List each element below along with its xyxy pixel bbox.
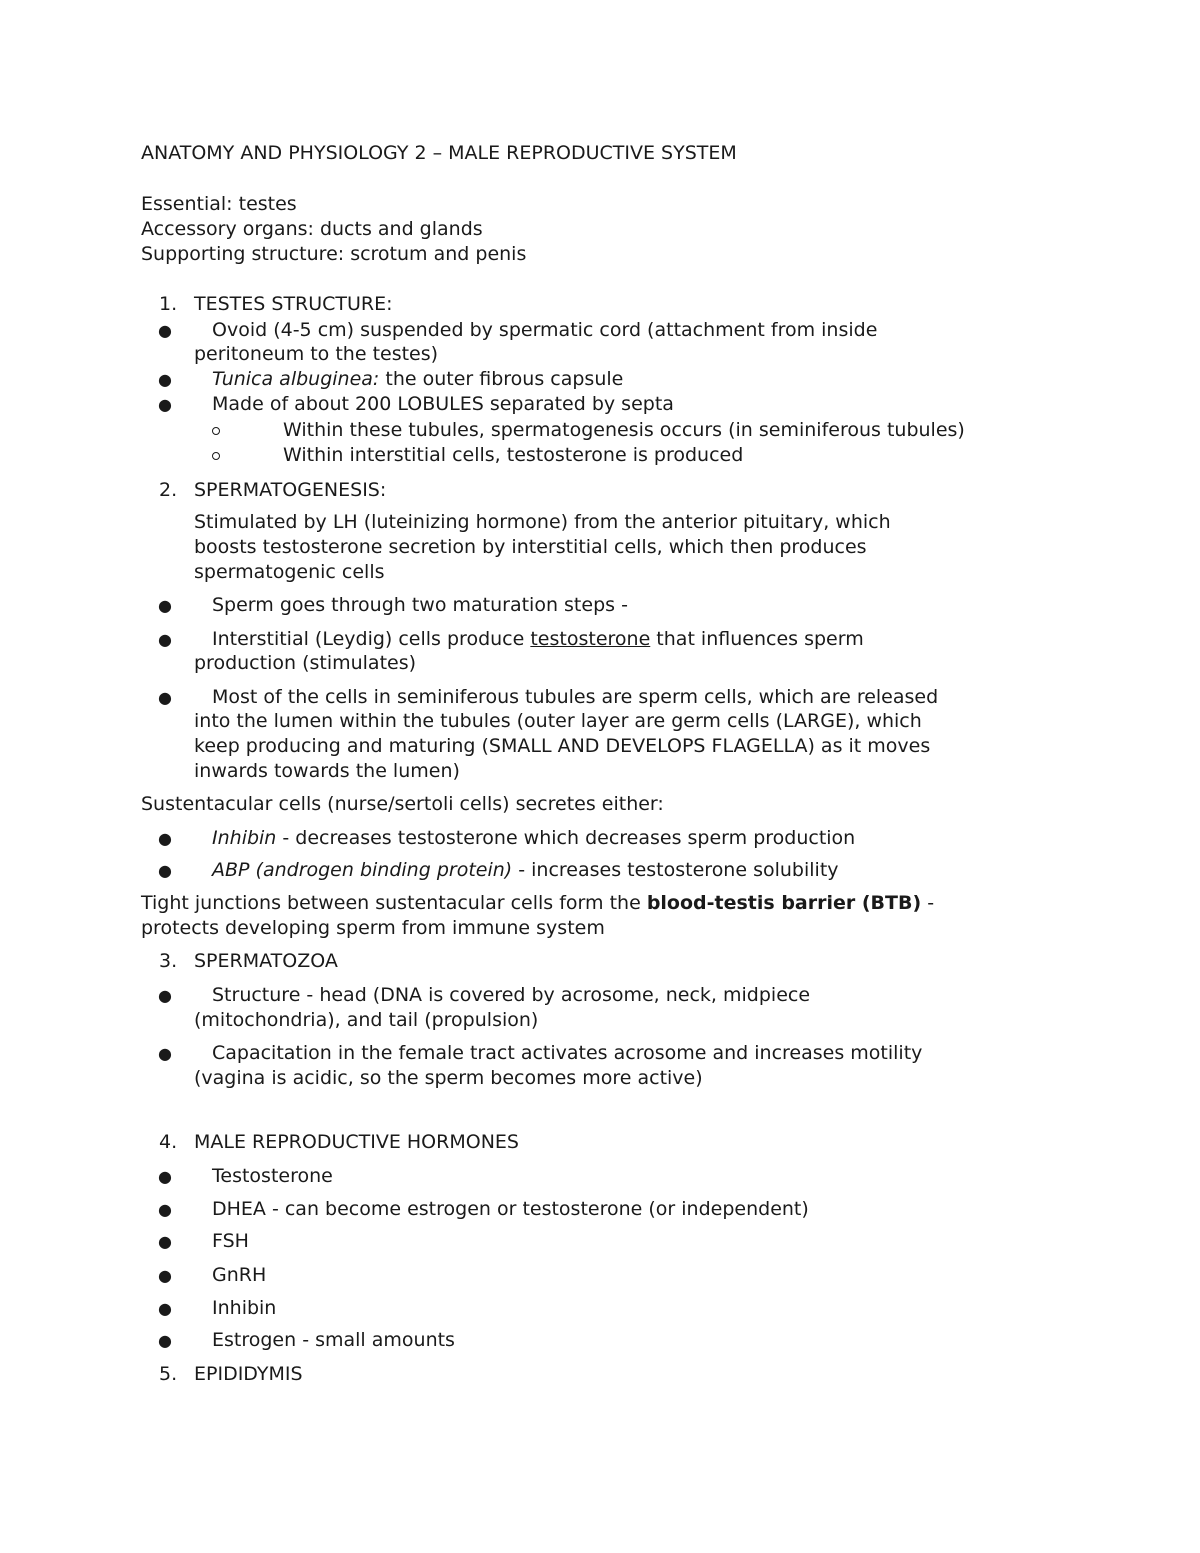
sustentacular-paragraph: Sustentacular cells (nurse/sertoli cells) secretes either: bbox=[141, 793, 664, 815]
intro-supporting: Supporting structure: scrotum and penis bbox=[141, 243, 527, 265]
section-heading-epididymis: EPIDIDYMIS bbox=[194, 1363, 303, 1385]
text-run: Tight junctions between sustentacular cells form the bbox=[141, 892, 647, 914]
text-run: that influences sperm bbox=[650, 628, 864, 650]
bullet-icon: ● bbox=[158, 1232, 172, 1251]
paragraph-line: protects developing sperm from immune system bbox=[141, 917, 605, 939]
section-heading-spermatozoa: SPERMATOZOA bbox=[194, 950, 338, 972]
list-item bbox=[212, 826, 855, 851]
sub-list-item: Within interstitial cells, testosterone is produced bbox=[283, 444, 744, 466]
section-number: 1. bbox=[159, 293, 178, 315]
list-item: Most of the cells in seminiferous tubules are sperm cells, which are released bbox=[212, 686, 939, 708]
term-definition: - decreases testosterone which decreases sperm production bbox=[276, 827, 856, 849]
bullet-icon: ● bbox=[158, 1299, 172, 1318]
bullet-icon: ● bbox=[158, 596, 172, 615]
term-tunica-albuginea: Tunica albuginea: bbox=[212, 368, 380, 390]
list-item-continuation: keep producing and maturing (SMALL AND DEVELOPS FLAGELLA) as it moves bbox=[194, 735, 931, 757]
list-item-continuation: peritoneum to the testes) bbox=[194, 343, 439, 365]
list-item: Inhibin bbox=[212, 1297, 277, 1319]
section-number: 4. bbox=[159, 1131, 178, 1153]
underlined-term-testosterone: testosterone bbox=[530, 628, 651, 650]
sub-list-item: Within these tubules, spermatogenesis occurs (in seminiferous tubules) bbox=[283, 419, 965, 441]
tight-junctions-paragraph bbox=[141, 891, 934, 916]
list-item-continuation: (vagina is acidic, so the sperm becomes more active) bbox=[194, 1067, 703, 1089]
list-item-continuation: (mitochondria), and tail (propulsion) bbox=[194, 1009, 539, 1031]
bullet-icon: ● bbox=[158, 986, 172, 1005]
term-inhibin: Inhibin bbox=[212, 827, 277, 849]
list-item: FSH bbox=[212, 1230, 249, 1252]
bullet-icon: ● bbox=[158, 395, 172, 414]
paragraph-line: spermatogenic cells bbox=[194, 561, 385, 583]
bullet-icon: ● bbox=[158, 370, 172, 389]
list-item: Sperm goes through two maturation steps - bbox=[212, 594, 628, 616]
list-item-continuation: inwards towards the lumen) bbox=[194, 760, 460, 782]
list-item-continuation: into the lumen within the tubules (outer layer are germ cells (LARGE), which bbox=[194, 710, 922, 732]
list-item bbox=[212, 367, 623, 392]
hollow-bullet-icon bbox=[212, 452, 220, 460]
list-item: Testosterone bbox=[212, 1165, 333, 1187]
list-item: Made of about 200 LOBULES separated by septa bbox=[212, 393, 674, 415]
list-item: Capacitation in the female tract activates acrosome and increases motility bbox=[212, 1042, 923, 1064]
paragraph-line: Stimulated by LH (luteinizing hormone) from the anterior pituitary, which bbox=[194, 511, 891, 533]
bullet-icon: ● bbox=[158, 829, 172, 848]
bullet-icon: ● bbox=[158, 1266, 172, 1285]
text-run: Interstitial (Leydig) cells produce bbox=[212, 628, 531, 650]
section-number: 5. bbox=[159, 1363, 178, 1385]
bullet-icon: ● bbox=[158, 1200, 172, 1219]
bullet-icon: ● bbox=[158, 861, 172, 880]
list-item-continuation: production (stimulates) bbox=[194, 652, 417, 674]
text-run: - bbox=[921, 892, 935, 914]
bold-term-btb: blood-testis barrier (BTB) bbox=[646, 892, 922, 914]
list-item bbox=[212, 627, 864, 652]
section-number: 2. bbox=[159, 479, 178, 501]
document-title: ANATOMY AND PHYSIOLOGY 2 – MALE REPRODUCTIVE SYSTEM bbox=[141, 142, 737, 164]
term-definition: - increases testosterone solubility bbox=[512, 859, 839, 881]
term-abp: ABP (androgen binding protein) bbox=[212, 859, 513, 881]
term-definition: the outer fibrous capsule bbox=[379, 368, 624, 390]
intro-accessory: Accessory organs: ducts and glands bbox=[141, 218, 483, 240]
bullet-icon: ● bbox=[158, 1331, 172, 1350]
list-item: GnRH bbox=[212, 1264, 267, 1286]
paragraph-line: boosts testosterone secretion by interstitial cells, which then produces bbox=[194, 536, 867, 558]
section-number: 3. bbox=[159, 950, 178, 972]
intro-essential: Essential: testes bbox=[141, 193, 297, 215]
section-heading-spermatogenesis: SPERMATOGENESIS: bbox=[194, 479, 387, 501]
bullet-icon: ● bbox=[158, 1167, 172, 1186]
list-item: Estrogen - small amounts bbox=[212, 1329, 455, 1351]
section-heading-hormones: MALE REPRODUCTIVE HORMONES bbox=[194, 1131, 519, 1153]
bullet-icon: ● bbox=[158, 688, 172, 707]
list-item: DHEA - can become estrogen or testosterone (or independent) bbox=[212, 1198, 809, 1220]
section-heading-testes: TESTES STRUCTURE: bbox=[194, 293, 393, 315]
bullet-icon: ● bbox=[158, 321, 172, 340]
list-item: Structure - head (DNA is covered by acrosome, neck, midpiece bbox=[212, 984, 811, 1006]
list-item bbox=[212, 858, 839, 883]
hollow-bullet-icon bbox=[212, 427, 220, 435]
bullet-icon: ● bbox=[158, 630, 172, 649]
bullet-icon: ● bbox=[158, 1044, 172, 1063]
list-item: Ovoid (4-5 cm) suspended by spermatic cord (attachment from inside bbox=[212, 319, 878, 341]
